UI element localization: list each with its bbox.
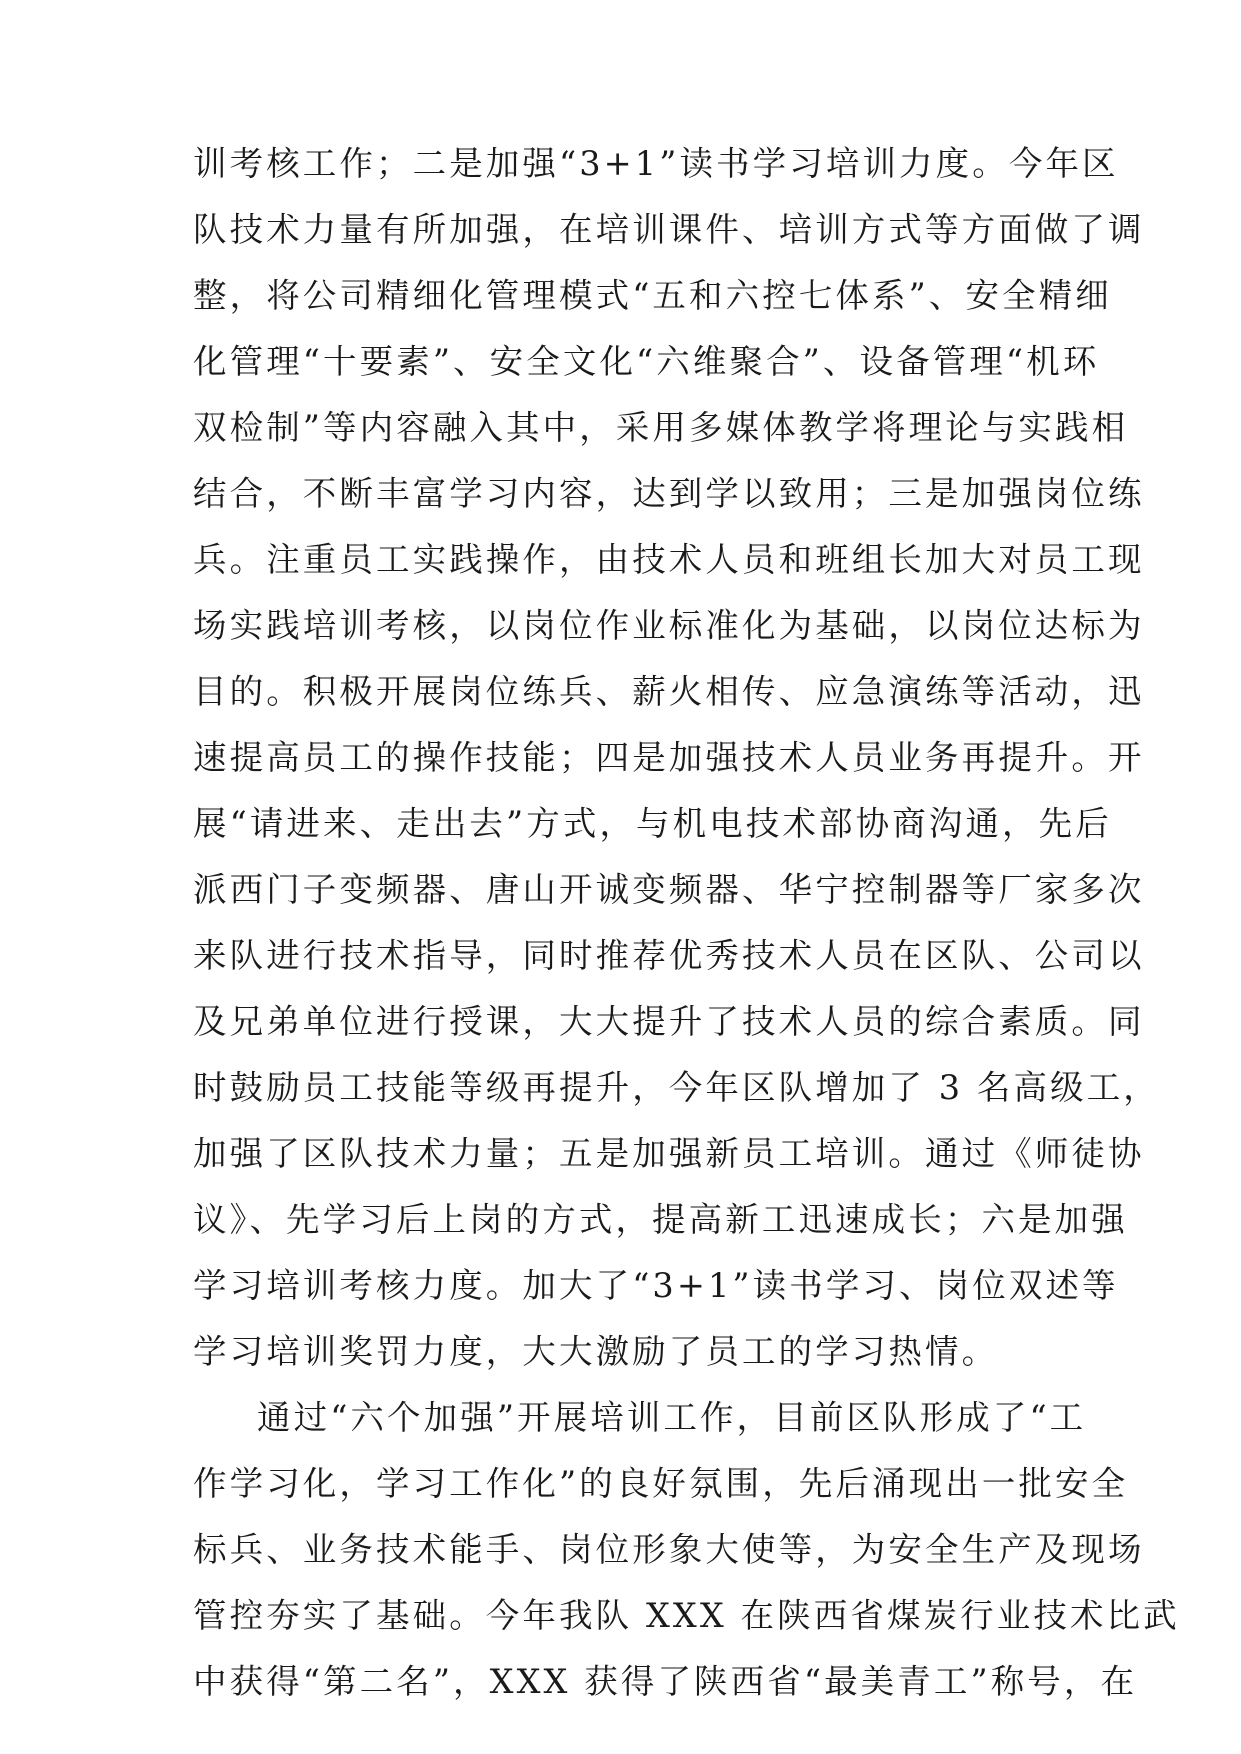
text-line: 通过“六个加强”开展培训工作，目前区队形成了“工 xyxy=(257,1398,1087,1437)
text-line: 派西门子变频器、唐山开诚变频器、华宁控制器等厂家多次 xyxy=(193,870,1145,909)
text-line: 学习培训考核力度。加大了“3+1”读书学习、岗位双述等 xyxy=(193,1266,1119,1305)
text-line: 及兄弟单位进行授课，大大提升了技术人员的综合素质。同 xyxy=(193,1002,1145,1041)
text-line: 训考核工作；二是加强“3+1”读书学习培训力度。今年区 xyxy=(193,144,1119,183)
text-line: 结合，不断丰富学习内容，达到学以致用；三是加强岗位练 xyxy=(193,474,1145,513)
text-line: 队技术力量有所加强，在培训课件、培训方式等方面做了调 xyxy=(193,210,1145,249)
text-line: 兵。注重员工实践操作，由技术人员和班组长加大对员工现 xyxy=(193,540,1145,579)
text-line: 展“请进来、走出去”方式，与机电技术部协商沟通，先后 xyxy=(193,804,1112,843)
text-line: 议》、先学习后上岗的方式，提高新工迅速成长；六是加强 xyxy=(193,1200,1128,1239)
text-line: 学习培训奖罚力度，大大激励了员工的学习热情。 xyxy=(193,1332,999,1371)
text-line: 标兵、业务技术能手、岗位形象大使等，为安全生产及现场 xyxy=(193,1530,1145,1569)
text-line: 场实践培训考核，以岗位作业标准化为基础，以岗位达标为 xyxy=(193,606,1145,645)
text-line: 作学习化，学习工作化”的良好氛围，先后涌现出一批安全 xyxy=(193,1464,1129,1503)
text-line: 加强了区队技术力量；五是加强新员工培训。通过《师徒协 xyxy=(193,1134,1145,1173)
text-line: 整，将公司精细化管理模式“五和六控七体系”、安全精细 xyxy=(193,276,1112,315)
text-line: 速提高员工的操作技能；四是加强技术人员业务再提升。开 xyxy=(193,738,1145,777)
text-line: 时鼓励员工技能等级再提升，今年区队增加了 3 名高级工， xyxy=(193,1068,1160,1107)
text-line: 化管理“十要素”、安全文化“六维聚合”、设备管理“机环 xyxy=(193,342,1100,381)
text-line: 双检制”等内容融入其中，采用多媒体教学将理论与实践相 xyxy=(193,408,1129,447)
text-line: 目的。积极开展岗位练兵、薪火相传、应急演练等活动，迅 xyxy=(193,672,1145,711)
text-line: 来队进行技术指导，同时推荐优秀技术人员在区队、公司以 xyxy=(193,936,1145,975)
text-line: 中获得“第二名”，XXX 获得了陕西省“最美青工”称号，在 xyxy=(193,1662,1138,1701)
text-line: 管控夯实了基础。今年我队 XXX 在陕西省煤炭行业技术比武 xyxy=(193,1596,1180,1635)
